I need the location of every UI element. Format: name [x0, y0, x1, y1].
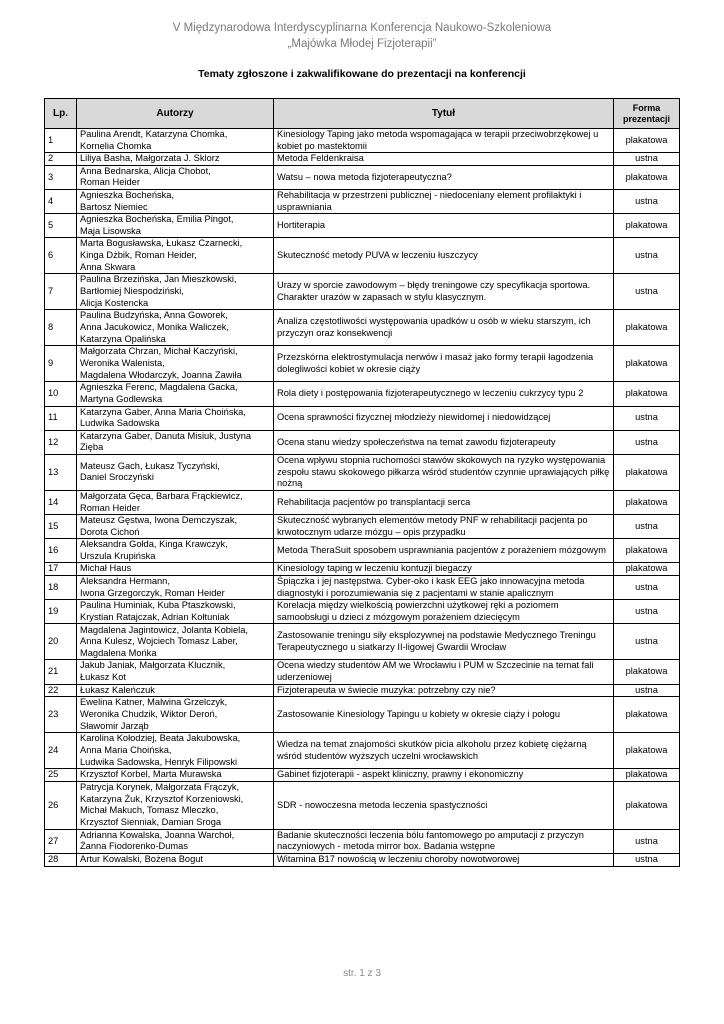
row-authors	[77, 600, 274, 624]
table-row	[45, 382, 680, 406]
column-header-lp: Lp.	[45, 99, 77, 129]
author-line: Zięba	[80, 442, 104, 453]
row-title: Watsu – nowa metoda fizjoterapeutyczna?	[274, 165, 614, 189]
table-row	[45, 454, 680, 490]
author-line: Martyna Godlewska	[80, 393, 163, 404]
row-authors	[77, 382, 274, 406]
row-number: 22	[45, 684, 77, 697]
row-presentation-form: plakatowa	[614, 697, 680, 733]
author-line: Katarzyna Gaber, Danuta Misiuk, Justyna	[80, 430, 252, 441]
row-number: 23	[45, 697, 77, 733]
row-authors	[77, 490, 274, 514]
row-number: 20	[45, 624, 77, 660]
row-authors	[77, 829, 274, 853]
row-number: 7	[45, 274, 77, 310]
author-line: Krzysztof Korbel, Marta Murawska	[80, 769, 222, 780]
row-number: 16	[45, 539, 77, 563]
page-number: str. 1 z 3	[343, 968, 381, 979]
row-presentation-form: ustna	[614, 829, 680, 853]
row-title: Witamina B17 nowością w leczeniu choroby nowotworowej	[274, 854, 614, 867]
author-line: Łukasz Kot	[80, 672, 126, 683]
presentations-table	[44, 98, 680, 867]
row-authors	[77, 563, 274, 576]
table-row	[45, 165, 680, 189]
table-row	[45, 310, 680, 346]
table-row	[45, 624, 680, 660]
row-title: Skuteczność metody PUVA w leczeniu łuszczycy	[274, 238, 614, 274]
row-presentation-form: ustna	[614, 189, 680, 213]
author-line: Aleksandra Hermann,	[80, 576, 170, 587]
table-row	[45, 430, 680, 454]
author-line: Paulina Brzezińska, Jan Mieszkowski,	[80, 274, 237, 285]
table-row	[45, 684, 680, 697]
row-number: 1	[45, 129, 77, 153]
table-row	[45, 781, 680, 829]
row-presentation-form: plakatowa	[614, 382, 680, 406]
row-number: 25	[45, 769, 77, 782]
row-authors	[77, 153, 274, 166]
row-title: Gabinet fizjoterapii - aspekt kliniczny, prawny i ekonomiczny	[274, 769, 614, 782]
author-line: Magdalena Jagintowicz, Jolanta Kobiela,	[80, 624, 248, 635]
row-authors	[77, 660, 274, 684]
row-number: 24	[45, 733, 77, 769]
row-authors	[77, 769, 274, 782]
row-title: Ocena stanu wiedzy społeczeństwa na temat zawodu fizjoterapeuty	[274, 430, 614, 454]
row-number: 21	[45, 660, 77, 684]
author-line: Żanna Fiodorenko-Dumas	[80, 841, 188, 852]
row-title: Badanie skuteczności leczenia bólu fantomowego po amputacji z przyczyn naczyniowych - metoda mirror box. Badania wstępne	[274, 829, 614, 853]
row-number: 10	[45, 382, 77, 406]
author-line: Artur Kowalski, Bożena Bogut	[80, 854, 203, 864]
row-number: 15	[45, 515, 77, 539]
row-authors	[77, 214, 274, 238]
author-line: Paulina Huminiak, Kuba Ptaszkowski,	[80, 600, 236, 611]
row-presentation-form: plakatowa	[614, 346, 680, 382]
row-presentation-form: ustna	[614, 684, 680, 697]
author-line: Agnieszka Bocheńska, Emilia Pingot,	[80, 214, 234, 225]
row-presentation-form: plakatowa	[614, 769, 680, 782]
author-line: Katarzyna Opalińska	[80, 333, 166, 344]
author-line: Łukasz Kaleńczuk	[80, 684, 155, 695]
table-row	[45, 214, 680, 238]
author-line: Ludwika Sadowska	[80, 418, 160, 429]
row-authors	[77, 165, 274, 189]
row-number: 6	[45, 238, 77, 274]
author-line: Adrianna Kowalska, Joanna Warchoł,	[80, 829, 235, 840]
author-line: Katarzyna Żuk, Krzysztof Korzeniowski,	[80, 793, 244, 804]
row-authors	[77, 854, 274, 867]
row-presentation-form: plakatowa	[614, 310, 680, 346]
conference-name: V Międzynarodowa Interdyscyplinarna Konferencja Naukowo-Szkoleniowa	[172, 22, 552, 34]
row-authors	[77, 781, 274, 829]
row-number: 27	[45, 829, 77, 853]
row-authors	[77, 310, 274, 346]
row-presentation-form: plakatowa	[614, 165, 680, 189]
table-row	[45, 238, 680, 274]
author-line: Michał Makuch, Tomasz Mleczko,	[80, 805, 219, 816]
author-line: Sławomir Jarząb	[80, 720, 149, 731]
author-line: Kornelia Chomka	[80, 140, 152, 151]
table-row	[45, 733, 680, 769]
table-row	[45, 660, 680, 684]
row-number: 26	[45, 781, 77, 829]
author-line: Małgorzata Gęca, Barbara Frąckiewicz,	[80, 490, 243, 501]
author-line: Patrycja Korynek, Małgorzata Frączyk,	[80, 782, 240, 793]
row-number: 13	[45, 454, 77, 490]
row-presentation-form: plakatowa	[614, 660, 680, 684]
table-row	[45, 274, 680, 310]
row-number: 9	[45, 346, 77, 382]
row-authors	[77, 454, 274, 490]
author-line: Małgorzata Chrzan, Michał Kaczyński,	[80, 346, 238, 357]
row-presentation-form: ustna	[614, 576, 680, 600]
author-line: Ewelina Katner, Malwina Grzelczyk,	[80, 697, 228, 708]
row-title: Ocena sprawności fizycznej młodzieży niewidomej i niedowidzącej	[274, 406, 614, 430]
table-row	[45, 539, 680, 563]
row-presentation-form: ustna	[614, 153, 680, 166]
row-title: Śpiączka i jej następstwa. Cyber-oko i kask EEG jako innowacyjna metoda diagnostyki i porozumiewania się z pacjentami w stanie apalicznym	[274, 576, 614, 600]
row-presentation-form: ustna	[614, 430, 680, 454]
page-title: Tematy zgłoszone i zakwalifikowane do prezentacji na konferencji	[198, 68, 526, 80]
row-presentation-form: ustna	[614, 515, 680, 539]
row-authors	[77, 238, 274, 274]
row-authors	[77, 697, 274, 733]
row-number: 14	[45, 490, 77, 514]
row-authors	[77, 274, 274, 310]
row-title: Korelacja między wielkością powierzchni użytkowej ręki a poziomem samoobsługi u dzieci z mózgowym porażeniem dziecięcym	[274, 600, 614, 624]
row-number: 2	[45, 153, 77, 166]
author-line: Kinga Dżbik, Roman Heider,	[80, 250, 197, 261]
author-line: Magdalena Włodarczyk, Joanna Zawiła	[80, 369, 242, 380]
conference-header	[0, 20, 724, 52]
row-authors	[77, 430, 274, 454]
row-presentation-form: plakatowa	[614, 454, 680, 490]
row-presentation-form: plakatowa	[614, 490, 680, 514]
row-title: Zastosowanie treningu siły eksplozywnej na podstawie Medycznego Treningu Terapeutycznego u siatkarzy II-ligowej Gwardii Wrocław	[274, 624, 614, 660]
author-line: Anna Maria Choińska,	[80, 744, 172, 755]
table-row	[45, 515, 680, 539]
table-row	[45, 346, 680, 382]
row-presentation-form: plakatowa	[614, 129, 680, 153]
row-authors	[77, 346, 274, 382]
row-authors	[77, 576, 274, 600]
row-title: Metoda Feldenkraisa	[274, 153, 614, 166]
row-title: Fizjoterapeuta w świecie muzyka: potrzebny czy nie?	[274, 684, 614, 697]
author-line: Mateusz Gęstwa, Iwona Demczyszak,	[80, 515, 238, 526]
author-line: Paulina Arendt, Katarzyna Chomka,	[80, 129, 228, 139]
row-presentation-form: plakatowa	[614, 214, 680, 238]
author-line: Magdalena Mońka	[80, 647, 157, 658]
table-row	[45, 490, 680, 514]
row-presentation-form: plakatowa	[614, 563, 680, 576]
table-body	[45, 129, 680, 867]
table-header-row	[45, 99, 680, 129]
author-line: Weronika Walenista,	[80, 358, 165, 369]
author-line: Anna Kulesz, Wojciech Tomasz Laber,	[80, 636, 238, 647]
row-presentation-form: ustna	[614, 274, 680, 310]
row-number: 17	[45, 563, 77, 576]
conference-subtitle: „Majówka Młodej Fizjoterapii”	[287, 38, 437, 50]
row-title: Zastosowanie Kinesiology Tapingu u kobiety w okresie ciąży i połogu	[274, 697, 614, 733]
row-authors	[77, 129, 274, 153]
column-header-authors: Autorzy	[77, 99, 274, 129]
table-row	[45, 697, 680, 733]
author-line: Michał Haus	[80, 563, 132, 574]
row-presentation-form: plakatowa	[614, 539, 680, 563]
author-line: Roman Heider	[80, 502, 140, 513]
author-line: Aleksandra Gołda, Kinga Krawczyk,	[80, 539, 228, 550]
table-row	[45, 769, 680, 782]
table-row	[45, 563, 680, 576]
table-row	[45, 189, 680, 213]
row-authors	[77, 189, 274, 213]
row-title: SDR - nowoczesna metoda leczenia spastyczności	[274, 781, 614, 829]
column-header-forma: Forma prezentacji	[614, 99, 680, 129]
row-authors	[77, 515, 274, 539]
row-authors	[77, 684, 274, 697]
author-line: Krzysztof Sienniak, Damian Sroga	[80, 816, 222, 827]
author-line: Mateusz Gach, Łukasz Tyczyński,	[80, 460, 220, 471]
author-line: Urszula Krupińska	[80, 550, 156, 561]
row-presentation-form: ustna	[614, 624, 680, 660]
row-title: Wiedza na temat znajomości skutków picia alkoholu przez kobietę ciężarną wśród studentów wyższych uczelni wrocławskich	[274, 733, 614, 769]
author-line: Anna Bednarska, Alicja Chobot,	[80, 165, 211, 176]
row-title: Skuteczność wybranych elementów metody PNF w rehabilitacji pacjenta po krwotocznym udarze mózgu – opis przypadku	[274, 515, 614, 539]
author-line: Anna Jacukowicz, Monika Waliczek,	[80, 322, 229, 333]
row-number: 19	[45, 600, 77, 624]
row-presentation-form: ustna	[614, 406, 680, 430]
row-authors	[77, 733, 274, 769]
table-row	[45, 576, 680, 600]
author-line: Krystian Ratajczak, Adrian Kołtuniak	[80, 611, 230, 622]
author-line: Katarzyna Gaber, Anna Maria Choińska,	[80, 406, 246, 417]
row-title: Rola diety i postępowania fizjoterapeutycznego w leczeniu cukrzycy typu 2	[274, 382, 614, 406]
author-line: Iwona Grzegorczyk, Roman Heider	[80, 587, 225, 598]
row-number: 3	[45, 165, 77, 189]
row-title: Rehabilitacja w przestrzeni publicznej - niedoceniany element profilaktyki i usprawniania	[274, 189, 614, 213]
column-header-title: Tytuł	[274, 99, 614, 129]
row-presentation-form: ustna	[614, 854, 680, 867]
author-line: Liliya Basha, Małgorzata J. Sklorz	[80, 153, 220, 164]
row-authors	[77, 539, 274, 563]
table-row	[45, 153, 680, 166]
row-number: 8	[45, 310, 77, 346]
author-line: Maja Lisowska	[80, 225, 141, 236]
row-number: 12	[45, 430, 77, 454]
author-line: Bartosz Niemiec	[80, 201, 148, 212]
row-title: Kinesiology taping w leczeniu kontuzji biegaczy	[274, 563, 614, 576]
row-title: Metoda TheraSuit sposobem usprawniania pacjentów z porażeniem mózgowym	[274, 539, 614, 563]
author-line: Marta Bogusławska, Łukasz Czarnecki,	[80, 238, 243, 249]
author-line: Paulina Budzyńska, Anna Goworek,	[80, 310, 228, 321]
row-title: Ocena wiedzy studentów AM we Wrocławiu i PUM w Szczecinie na temat fali uderzeniowej	[274, 660, 614, 684]
row-title: Hortiterapia	[274, 214, 614, 238]
author-line: Roman Heider	[80, 177, 140, 188]
row-title: Urazy w sporcie zawodowym – błędy treningowe czy specyfikacja sportowa. Charakter urazów w zapasach w stylu klasycznym.	[274, 274, 614, 310]
author-line: Bartłomiej Niespodziński,	[80, 286, 184, 297]
author-line: Dorota Cichoń	[80, 526, 140, 537]
row-presentation-form: ustna	[614, 238, 680, 274]
row-number: 4	[45, 189, 77, 213]
row-number: 5	[45, 214, 77, 238]
row-number: 11	[45, 406, 77, 430]
row-presentation-form: plakatowa	[614, 733, 680, 769]
row-authors	[77, 406, 274, 430]
author-line: Weronika Chudzik, Wiktor Deroń,	[80, 708, 218, 719]
row-presentation-form: ustna	[614, 600, 680, 624]
author-line: Agnieszka Ferenc, Magdalena Gacka,	[80, 382, 238, 393]
author-line: Daniel Sroczyński	[80, 472, 154, 483]
table-row	[45, 854, 680, 867]
table-row	[45, 600, 680, 624]
table-row	[45, 129, 680, 153]
author-line: Jakub Janiak, Małgorzata Klucznik,	[80, 660, 226, 671]
author-line: Karolina Kołodziej, Beata Jakubowska,	[80, 733, 241, 744]
row-title: Ocena wpływu stopnia ruchomości stawów skokowych na ryzyko występowania zespołu stawu skokowego piłkarza wśród studentów czynnie uprawiających piłkę nożną	[274, 454, 614, 490]
row-title: Rehabilitacja pacjentów po transplantacji serca	[274, 490, 614, 514]
row-number: 18	[45, 576, 77, 600]
table-row	[45, 829, 680, 853]
table-row	[45, 406, 680, 430]
row-title: Analiza częstotliwości występowania upadków u osób w wieku starszym, ich przyczyn oraz konsekwencji	[274, 310, 614, 346]
author-line: Agnieszka Bocheńska,	[80, 189, 175, 200]
row-presentation-form: plakatowa	[614, 781, 680, 829]
row-authors	[77, 624, 274, 660]
row-number: 28	[45, 854, 77, 867]
author-line: Ludwika Sadowska, Henryk Filipowski	[80, 756, 238, 767]
row-title: Przezskórna elektrostymulacja nerwów i masaż jako formy terapii łagodzenia dolegliwości kobiet w okresie ciąży	[274, 346, 614, 382]
row-title: Kinesiology Taping jako metoda wspomagająca w terapii przeciwobrzękowej u kobiet po mastektomii	[274, 129, 614, 153]
author-line: Alicja Kostencka	[80, 297, 149, 308]
author-line: Anna Skwara	[80, 261, 136, 272]
